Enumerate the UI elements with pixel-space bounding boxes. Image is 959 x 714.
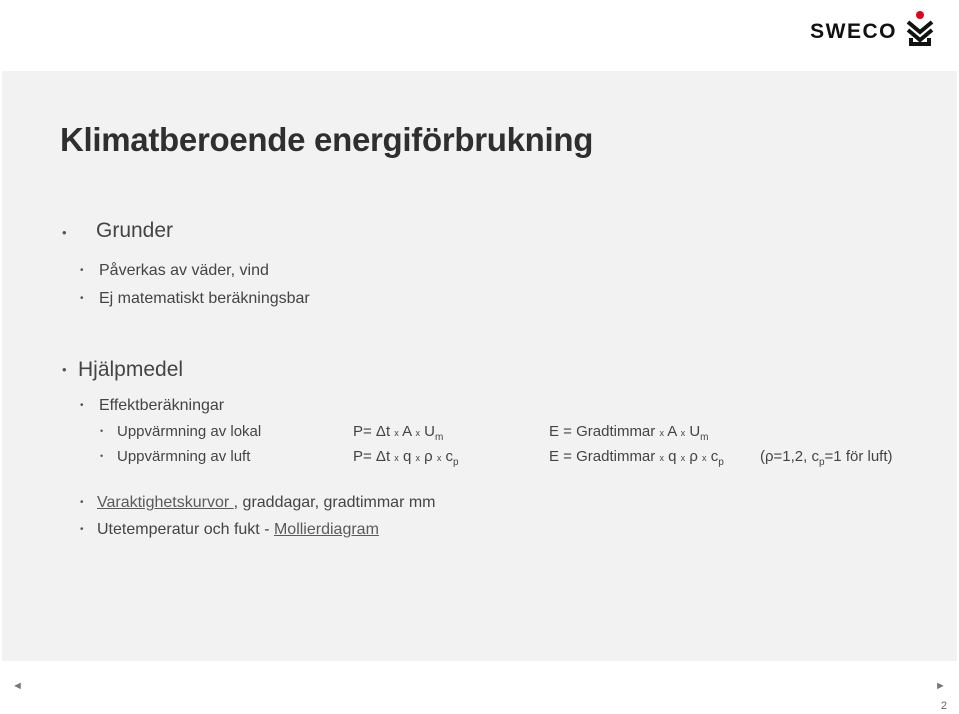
grunder-heading: Grunder [96, 219, 174, 242]
sweco-logo-icon [903, 10, 937, 46]
varaktighetskurvor-link[interactable]: Varaktighetskurvor [97, 494, 234, 511]
varaktighet-line: Varaktighetskurvor , graddagar, gradtimmar mm [97, 494, 436, 511]
grunder-item-1: Påverkas av väder, vind [99, 262, 269, 279]
bullet: • [80, 265, 84, 276]
next-arrow-icon[interactable]: ► [935, 680, 946, 692]
slide-title: Klimatberoende energiförbrukning [60, 121, 594, 158]
prev-arrow-icon[interactable]: ◄ [12, 680, 23, 692]
row1-label: Uppvärmning av lokal [117, 423, 262, 440]
hjalpmedel-heading: Hjälpmedel [78, 358, 184, 381]
bullet: • [80, 497, 84, 508]
bullet: • [62, 225, 67, 240]
row2-label: Uppvärmning av luft [117, 448, 251, 465]
footer-bar [0, 663, 959, 714]
logo-text: SWECO [810, 20, 897, 43]
bullet: • [80, 524, 84, 535]
row2-p-formula: P= Δt x q x ρ x $c_p$ [353, 448, 459, 468]
row2-note: (ρ=1,2, $c_p=1$ för luft) [760, 448, 893, 468]
grunder-item-2: Ej matematiskt beräkningsbar [99, 290, 310, 307]
sweco-logo [810, 6, 937, 46]
row2-e-formula: E = Gradtimmar x q x ρ x $c_p$ [549, 448, 724, 468]
utetemperatur-line: Utetemperatur och fukt - Mollierdiagram [97, 521, 379, 538]
bullet: • [62, 362, 67, 377]
mollierdiagram-link[interactable]: Mollierdiagram [273, 521, 379, 538]
bullet: • [80, 400, 84, 411]
bullet: • [80, 293, 84, 304]
row1-p-formula: P= Δt x A x $U_m$ [353, 423, 444, 443]
bullet: • [100, 426, 104, 436]
bullet: • [100, 451, 104, 461]
effekt-heading: Effektberäkningar [99, 397, 225, 414]
page-number: 2 [940, 700, 947, 712]
row1-e-formula: E = Gradtimmar x A x $U_m$ [549, 423, 709, 443]
